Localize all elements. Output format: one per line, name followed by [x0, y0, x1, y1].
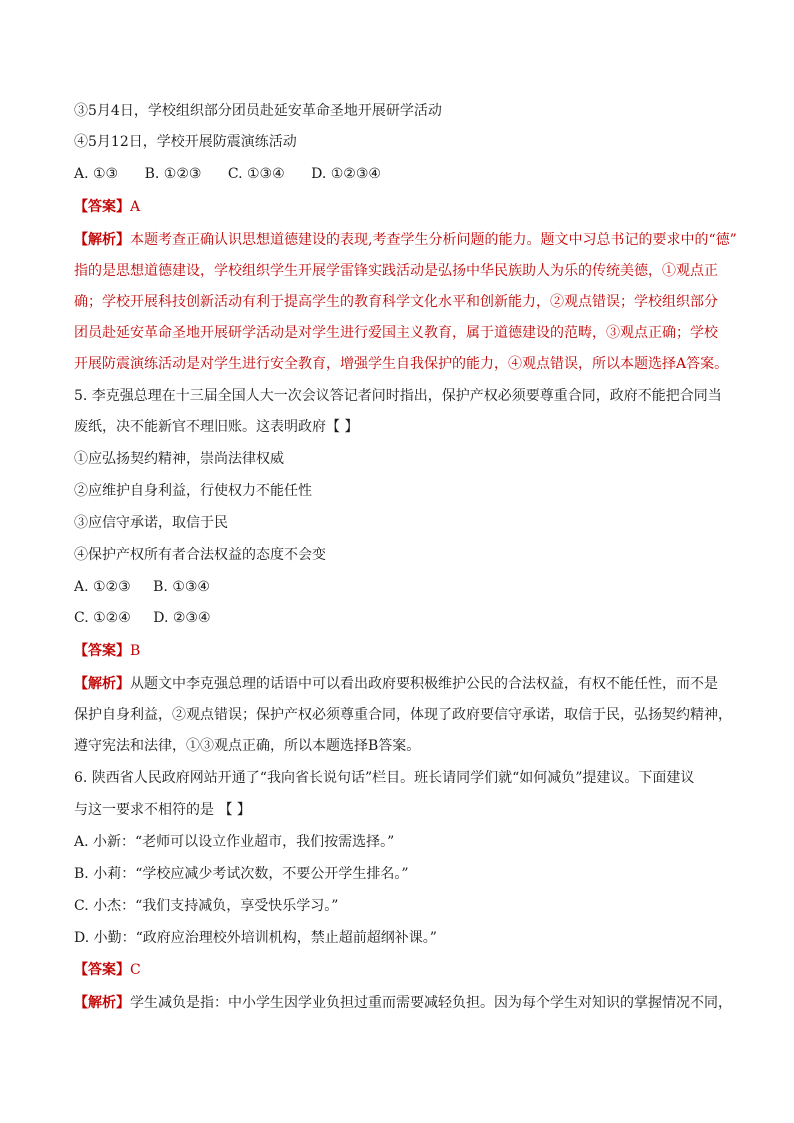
q4-options [74, 164, 724, 184]
q6-option-c: C. 小杰：“我们支持减负，享受快乐学习。” [74, 898, 339, 914]
q5-options-row [74, 608, 724, 628]
q4-option-c: C. ①③④ [227, 166, 285, 182]
q4-analysis-line: 确；学校开展科技创新活动有利于提高学生的教育科学文化水平和创新能力，②观点错误；学校组织部分 [74, 294, 718, 310]
answer-value: C [130, 962, 141, 978]
answer-value: B [130, 643, 141, 659]
q5-option-c: C. ①②④ [74, 610, 131, 626]
q4-option-a: A. ①③ [74, 166, 119, 182]
q4-analysis-line: 【解析】本题考查正确认识思想道德建设的表现,考查学生分析问题的能力。题文中习总书记的要求中的“德” [74, 232, 737, 248]
q4-analysis-line: 团员赴延安革命圣地开展研学活动是对学生进行爱国主义教育，属于道德建设的范畴，③观点正确；学校 [74, 325, 718, 341]
q4-analysis-line: 指的是思想道德建设，学校组织学生开展学雷锋实践活动是弘扬中华民族助人为乐的传统美德，①观点正 [74, 263, 718, 279]
answer-tag: 【答案】 [74, 643, 130, 659]
q5-item: ④保护产权所有者合法权益的态度不会变 [74, 547, 326, 563]
q5-stem: 5. 李克强总理在十三届全国人大一次会议答记者问时指出，保护产权必须要尊重合同，政府不能把合同当 [74, 388, 722, 404]
analysis-tag: 【解析】 [74, 676, 130, 692]
q4-item-3: ③5月4日，学校组织部分团员赴延安革命圣地开展研学活动 [74, 103, 442, 119]
answer-tag: 【答案】 [74, 199, 130, 215]
q5-answer [74, 641, 724, 661]
q4-item-4: ④5月12日，学校开展防震演练活动 [74, 134, 297, 150]
q5-option-b: B. ①③④ [153, 579, 210, 595]
q5-analysis-line: 【解析】从题文中李克强总理的话语中可以看出政府要积极维护公民的合法权益，有权不能任性，而不是 [74, 676, 718, 692]
q6-stem: 与这一要求不相符的是 【 】 [74, 802, 251, 818]
q6-analysis-line: 【解析】学生减负是指：中小学生因学业负担过重而需要减轻负担。因为每个学生对知识的掌握情况不同， [74, 995, 732, 1011]
q4-option-b: B. ①②③ [144, 166, 202, 182]
answer-tag: 【答案】 [74, 962, 130, 978]
q5-item: ③应信守承诺，取信于民 [74, 515, 228, 531]
q6-stem: 6. 陕西省人民政府网站开通了“我向省长说句话”栏目。班长请同学们就“如何减负”提建议。下面建议 [74, 770, 695, 786]
q4-answer [74, 197, 724, 217]
q5-option-a: A. ①②③ [74, 579, 131, 595]
q5-analysis-line: 保护自身利益，②观点错误；保护产权必须尊重合同，体现了政府要信守承诺，取信于民，弘扬契约精神， [74, 707, 732, 723]
q4-option-d: D. ①②③④ [311, 166, 381, 182]
q6-answer [74, 960, 724, 980]
q6-option-b: B. 小莉：“学校应减少考试次数，不要公开学生排名。” [74, 866, 409, 882]
analysis-tag: 【解析】 [74, 995, 130, 1011]
answer-value: A [130, 199, 141, 215]
q5-stem: 废纸，决不能新官不理旧账。这表明政府【 】 [74, 419, 359, 435]
q5-item: ①应弘扬契约精神，崇尚法律权威 [74, 451, 284, 467]
q5-options-row [74, 577, 724, 597]
analysis-tag: 【解析】 [74, 232, 130, 248]
q5-analysis-line: 遵守宪法和法律，①③观点正确，所以本题选择B答案。 [74, 738, 421, 754]
q6-option-a: A. 小新：“老师可以设立作业超市，我们按需选择。” [74, 834, 395, 850]
q5-option-d: D. ②③④ [153, 610, 211, 626]
q5-item: ②应维护自身利益，行使权力不能任性 [74, 483, 312, 499]
q4-analysis-line: 开展防震演练活动是对学生进行安全教育，增强学生自我保护的能力，④观点错误，所以本题选择A答案。 [74, 356, 729, 372]
q6-option-d: D. 小勤：“政府应治理校外培训机构，禁止超前超纲补课。” [74, 930, 437, 946]
